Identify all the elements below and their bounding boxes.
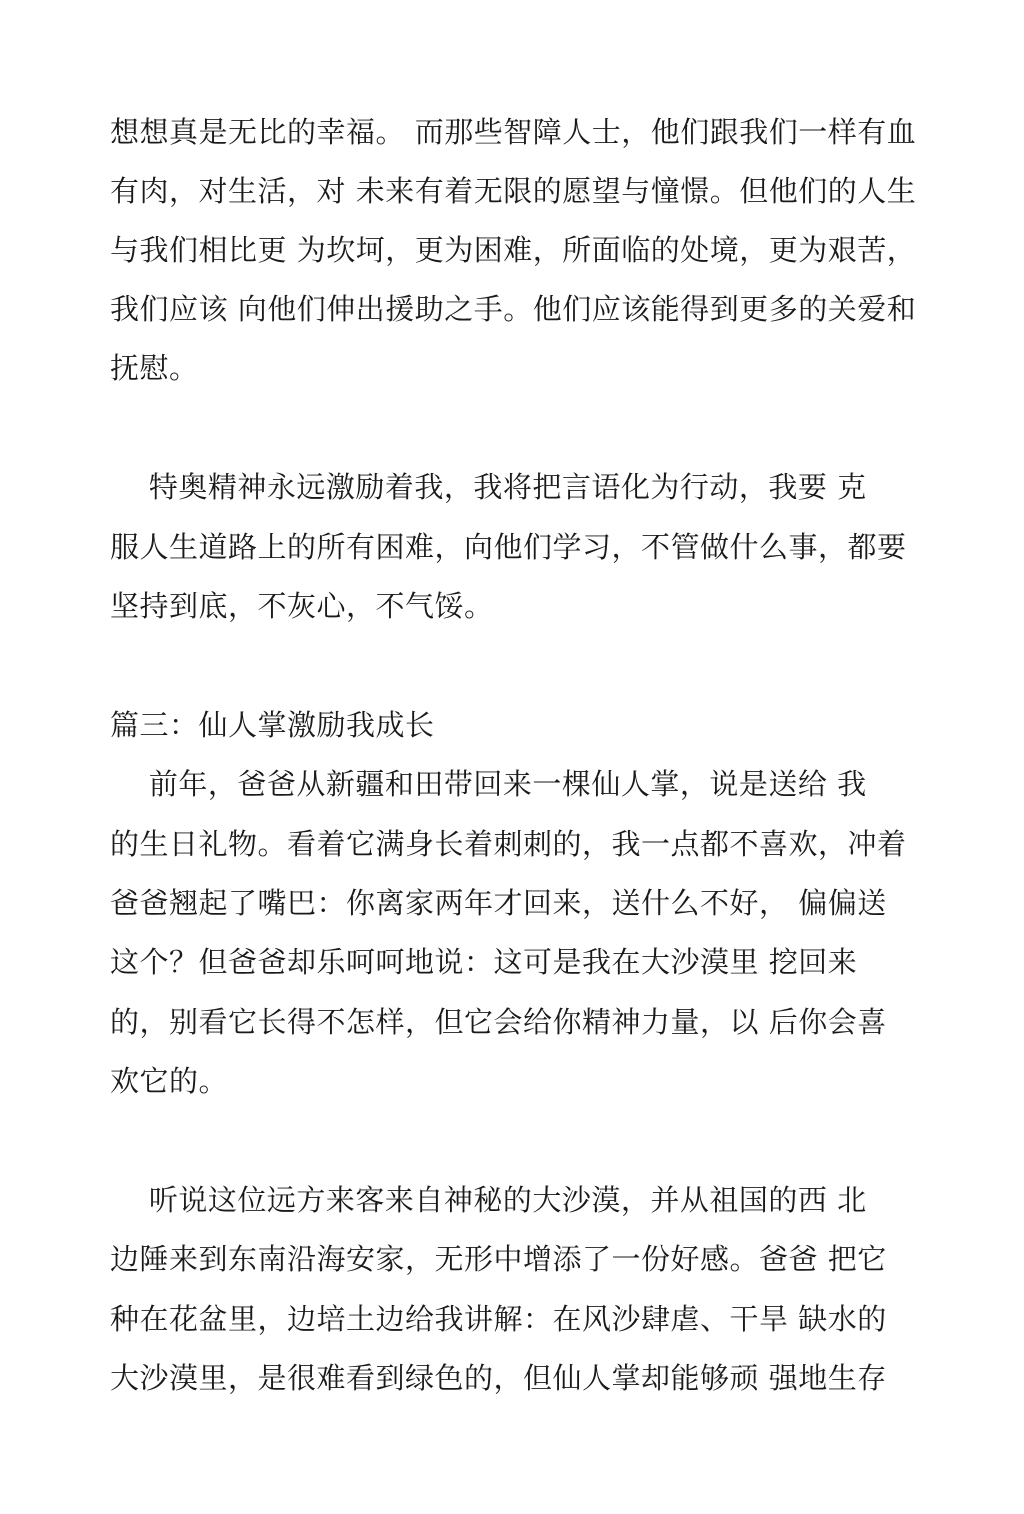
paragraph-3-line-3: 爸爸翘起了嘴巴：你离家两年才回来，送什么不好， 偏偏送 (110, 886, 887, 920)
paragraph-3-line-4: 这个？但爸爸却乐呵呵地说：这可是我在大沙漠里 挖回来 (110, 945, 858, 979)
paragraph-3-line-1: 前年，爸爸从新疆和田带回来一棵仙人掌，说是送给 我 (110, 767, 867, 801)
paragraph-3-line-6: 欢它的。 (110, 1064, 229, 1098)
paragraph-1-line-3: 与我们相比更 为坎坷，更为困难，所面临的处境，更为艰苦， (110, 233, 917, 267)
paragraph-4-line-3: 种在花盆里，边培土边给我讲解：在风沙肆虐、干旱 缺水的 (110, 1302, 887, 1336)
paragraph-1-line-4: 我们应该 向他们伸出援助之手。他们应该能得到更多的关爱和 (110, 292, 917, 326)
paragraph-2-line-2: 服人生道路上的所有困难，向他们学习，不管做什么事，都要 (110, 530, 907, 564)
paragraph-3-line-2: 的生日礼物。看着它满身长着刺刺的，我一点都不喜欢，冲着 (110, 827, 907, 861)
paragraph-4-line-4: 大沙漠里，是很难看到绿色的，但仙人掌却能够顽 强地生存 (110, 1361, 887, 1395)
paragraph-2-line-3: 坚持到底，不灰心，不气馁。 (110, 589, 494, 623)
paragraph-1-line-2: 有肉，对生活，对 未来有着无限的愿望与憧憬。但他们的人生 (110, 174, 917, 208)
section-title: 篇三：仙人掌激励我成长 (110, 708, 435, 742)
paragraph-3-line-5: 的，别看它长得不怎样，但它会给你精神力量，以 后你会喜 (110, 1005, 887, 1039)
paragraph-4-line-1: 听说这位远方来客来自神秘的大沙漠，并从祖国的西 北 (110, 1183, 867, 1217)
paragraph-1-line-5: 抚慰。 (110, 351, 199, 385)
paragraph-4-line-2: 边陲来到东南沿海安家，无形中增添了一份好感。爸爸 把它 (110, 1242, 887, 1276)
paragraph-2-line-1: 特奥精神永远激励着我，我将把言语化为行动，我要 克 (110, 470, 867, 504)
paragraph-1-line-1: 想想真是无比的幸福。 而那些智障人士，他们跟我们一样有血 (110, 115, 917, 149)
